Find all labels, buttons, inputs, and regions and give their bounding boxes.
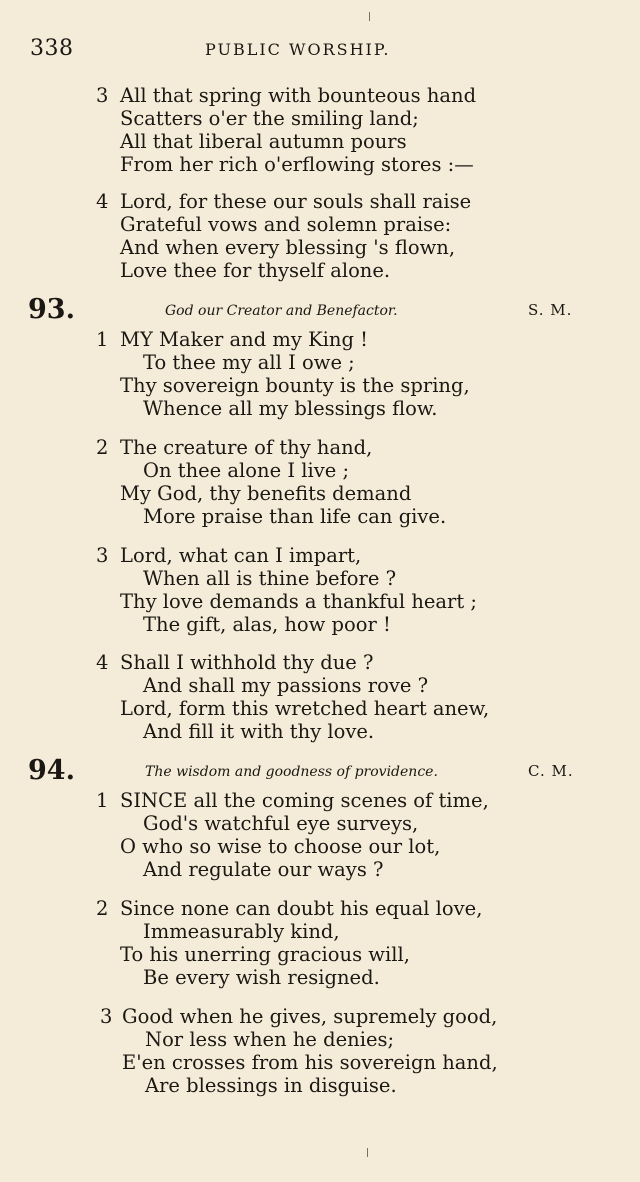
verse-number: 1 bbox=[96, 328, 109, 351]
verse-number: 4 bbox=[96, 651, 109, 674]
verse-line: Since none can doubt his equal love, bbox=[120, 897, 483, 920]
verse-line: Thy love demands a thankful heart ; bbox=[120, 590, 477, 613]
verse-line: Scatters o'er the smiling land; bbox=[120, 107, 419, 130]
verse-line: To thee my all I owe ; bbox=[143, 351, 355, 374]
verse-line: And shall my passions rove ? bbox=[143, 674, 429, 697]
page-number: 338 bbox=[30, 36, 74, 61]
verse-line: Nor less when he denies; bbox=[145, 1028, 395, 1051]
verse-number: 2 bbox=[96, 897, 109, 920]
verse-number: 4 bbox=[96, 190, 109, 213]
verse-line: Lord, what can I impart, bbox=[120, 544, 362, 567]
verse-line: SINCE all the coming scenes of time, bbox=[120, 789, 489, 812]
verse-number: 1 bbox=[96, 789, 109, 812]
verse-line: Grateful vows and solemn praise: bbox=[120, 213, 452, 236]
hymn-number: 93. bbox=[28, 294, 75, 325]
verse-line: All that spring with bounteous hand bbox=[120, 84, 477, 107]
hymn-title: God our Creator and Benefactor. bbox=[165, 303, 398, 319]
hymn-meter: S. M. bbox=[528, 301, 573, 319]
verse-line: Lord, for these our souls shall raise bbox=[120, 190, 472, 213]
print-mark bbox=[367, 1148, 368, 1157]
running-head: PUBLIC WORSHIP. bbox=[205, 40, 391, 59]
verse-number: 2 bbox=[96, 436, 109, 459]
verse-line: Immeasurably kind, bbox=[143, 920, 340, 943]
verse-line: And fill it with thy love. bbox=[143, 720, 375, 743]
hymn-meter: C. M. bbox=[528, 762, 574, 780]
verse-line: When all is thine before ? bbox=[143, 567, 397, 590]
verse-line: The creature of thy hand, bbox=[120, 436, 373, 459]
verse-line: Love thee for thyself alone. bbox=[120, 259, 391, 282]
verse-number: 3 bbox=[96, 84, 109, 107]
verse-line: Thy sovereign bounty is the spring, bbox=[120, 374, 470, 397]
verse-line: Are blessings in disguise. bbox=[145, 1074, 397, 1097]
verse-line: Shall I withhold thy due ? bbox=[120, 651, 374, 674]
verse-line: My God, thy benefits demand bbox=[120, 482, 412, 505]
verse-line: MY Maker and my King ! bbox=[120, 328, 368, 351]
page-header bbox=[0, 36, 640, 66]
verse-line: The gift, alas, how poor ! bbox=[143, 613, 391, 636]
verse-line: God's watchful eye surveys, bbox=[143, 812, 419, 835]
verse-line: More praise than life can give. bbox=[143, 505, 447, 528]
verse-line: On thee alone I live ; bbox=[143, 459, 350, 482]
print-mark bbox=[369, 12, 370, 21]
verse-line: E'en crosses from his sovereign hand, bbox=[122, 1051, 498, 1074]
verse-line: Lord, form this wretched heart anew, bbox=[120, 697, 490, 720]
verse-number: 3 bbox=[96, 544, 109, 567]
verse-line: Be every wish resigned. bbox=[143, 966, 380, 989]
verse-line: And regulate our ways ? bbox=[143, 858, 384, 881]
verse-number: 3 bbox=[100, 1005, 113, 1028]
verse-line: Good when he gives, supremely good, bbox=[122, 1005, 498, 1028]
verse-line: Whence all my blessings flow. bbox=[143, 397, 438, 420]
verse-line: To his unerring gracious will, bbox=[120, 943, 410, 966]
hymn-title: The wisdom and goodness of providence. bbox=[145, 764, 438, 780]
verse-line: All that liberal autumn pours bbox=[120, 130, 407, 153]
verse-line: And when every blessing 's flown, bbox=[120, 236, 456, 259]
verse-line: From her rich o'erflowing stores :— bbox=[120, 153, 474, 176]
verse-line: O who so wise to choose our lot, bbox=[120, 835, 441, 858]
hymn-number: 94. bbox=[28, 755, 75, 786]
